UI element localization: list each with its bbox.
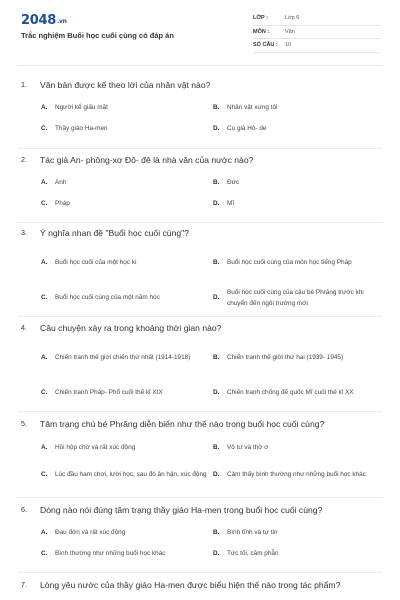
option-text: Chiến tranh chống đế quốc Mĩ cuối thế kỉ XX bbox=[227, 389, 354, 397]
option-c[interactable] bbox=[41, 194, 213, 215]
page-header bbox=[0, 0, 400, 60]
option-letter: C. bbox=[41, 550, 48, 558]
option-d[interactable] bbox=[213, 281, 381, 316]
meta-value: Lớp 6 bbox=[285, 15, 300, 22]
question-text: Lòng yêu nước của thầy giáo Ha-men được biểu hiện thế nào trong tác phẩm? bbox=[40, 580, 341, 590]
options-grid bbox=[41, 341, 381, 411]
option-a[interactable] bbox=[41, 437, 213, 459]
option-c[interactable] bbox=[41, 544, 213, 565]
option-letter: B. bbox=[213, 259, 220, 267]
question-separator bbox=[18, 572, 382, 573]
option-text: Buổi học cuối cùng của một năm học bbox=[55, 294, 160, 302]
question-stem bbox=[21, 80, 383, 90]
option-letter: A. bbox=[41, 179, 48, 187]
option-letter: C. bbox=[41, 294, 48, 302]
option-letter: A. bbox=[41, 104, 48, 112]
question-text: Ý nghĩa nhan đề "Buổi học cuối cùng"? bbox=[40, 228, 189, 238]
question-number: 4. bbox=[21, 323, 27, 332]
option-text: Nhân vật xưng tôi bbox=[227, 104, 278, 112]
option-letter: A. bbox=[41, 259, 48, 267]
option-d[interactable] bbox=[213, 194, 381, 215]
question-number: 1. bbox=[21, 80, 27, 89]
question-5 bbox=[21, 419, 383, 491]
question-number: 2. bbox=[21, 155, 27, 164]
meta-key: LỚP : bbox=[253, 15, 268, 22]
question-separator bbox=[18, 497, 382, 498]
option-text: Bình tĩnh và tự tin bbox=[227, 529, 278, 537]
question-separator bbox=[18, 222, 382, 223]
question-number: 5. bbox=[21, 419, 27, 428]
option-c[interactable] bbox=[41, 119, 213, 140]
option-letter: C. bbox=[41, 200, 48, 208]
options-grid bbox=[41, 523, 381, 565]
meta-row-count bbox=[253, 39, 380, 53]
option-d[interactable] bbox=[213, 376, 381, 411]
option-letter: A. bbox=[41, 354, 48, 362]
question-1 bbox=[21, 80, 383, 140]
option-text: Cụ già Hô- de bbox=[227, 125, 267, 133]
question-2 bbox=[21, 155, 383, 215]
question-3 bbox=[21, 228, 383, 316]
question-stem bbox=[21, 228, 383, 238]
option-letter: B. bbox=[213, 529, 220, 537]
option-c[interactable] bbox=[41, 281, 213, 316]
logo-suffix: .vn bbox=[56, 18, 67, 25]
meta-key: SỐ CÂU : bbox=[253, 42, 278, 49]
question-stem bbox=[21, 323, 383, 333]
question-6 bbox=[21, 505, 383, 565]
option-text: Lúc đầu ham chơi, lười học, sau đó ân hận, xúc động bbox=[55, 470, 207, 478]
meta-row-subject bbox=[253, 26, 380, 40]
option-letter: C. bbox=[41, 470, 48, 478]
question-7 bbox=[21, 580, 383, 590]
meta-key: MÔN : bbox=[253, 28, 270, 35]
option-letter: D. bbox=[213, 389, 220, 397]
option-b[interactable] bbox=[213, 246, 381, 281]
option-letter: D. bbox=[213, 550, 220, 558]
option-b[interactable] bbox=[213, 173, 381, 194]
option-text: Chiến tranh Pháp- Phổ cuối thế kỉ XIX bbox=[55, 389, 163, 397]
meta-row-grade bbox=[253, 12, 380, 26]
option-a[interactable] bbox=[41, 98, 213, 119]
meta-table bbox=[253, 12, 380, 53]
option-text: Cảm thấy bình thường như những buổi học khác bbox=[227, 470, 366, 478]
option-d[interactable] bbox=[213, 459, 381, 491]
options-grid bbox=[41, 246, 381, 316]
option-letter: D. bbox=[213, 200, 220, 208]
option-b[interactable] bbox=[213, 437, 381, 459]
question-4 bbox=[21, 323, 383, 411]
option-a[interactable] bbox=[41, 246, 213, 281]
options-grid bbox=[41, 437, 381, 491]
option-b[interactable] bbox=[213, 341, 381, 376]
meta-value: 10 bbox=[285, 42, 292, 49]
question-text: Văn bản được kể theo lời của nhân vật nào? bbox=[40, 80, 211, 90]
options-grid bbox=[41, 98, 381, 140]
logo-text: 2048 bbox=[21, 13, 56, 28]
option-text: Đau đớn và rất xúc động bbox=[55, 529, 126, 537]
option-letter: C. bbox=[41, 125, 48, 133]
option-text: Người kể giấu mặt bbox=[55, 104, 108, 112]
question-stem bbox=[21, 419, 383, 429]
question-stem bbox=[21, 155, 383, 165]
option-text: Pháp bbox=[55, 200, 70, 208]
question-number: 6. bbox=[21, 505, 27, 514]
option-letter: C. bbox=[41, 389, 48, 397]
options-grid bbox=[41, 173, 381, 215]
question-text: Tác giả An- phông-xơ Đô- đê là nhà văn của nước nào? bbox=[40, 155, 254, 165]
option-text: Buổi học cuối cùng của môn học tiếng Pháp bbox=[227, 259, 352, 267]
option-a[interactable] bbox=[41, 523, 213, 544]
option-text: Vô tư và thờ ơ bbox=[227, 443, 269, 451]
question-text: Tâm trạng chú bé Phrăng diễn biến như thế nào trong buổi học cuối cùng? bbox=[40, 419, 325, 429]
question-number: 3. bbox=[21, 228, 27, 237]
option-letter: B. bbox=[213, 104, 220, 112]
option-b[interactable] bbox=[213, 523, 381, 544]
question-separator bbox=[18, 148, 382, 149]
option-c[interactable] bbox=[41, 376, 213, 411]
option-a[interactable] bbox=[41, 341, 213, 376]
header-divider bbox=[18, 65, 382, 66]
option-letter: A. bbox=[41, 443, 48, 451]
option-text: Buổi học cuối cùng của cậu bé Phrăng trước khi chuyển đến ngôi trường mới bbox=[227, 288, 364, 307]
option-text: Tức tối, căm phẫn bbox=[227, 550, 279, 558]
option-text: Anh bbox=[55, 179, 67, 187]
option-d[interactable] bbox=[213, 119, 381, 140]
option-d[interactable] bbox=[213, 544, 381, 565]
option-text: Buổi học cuối của một học kì bbox=[55, 259, 137, 267]
option-text: Chiến tranh thế giới chiến thứ nhất (1914-1918) bbox=[55, 354, 191, 362]
page-title: Trắc nghiệm Buổi học cuối cùng có đáp án bbox=[21, 31, 174, 40]
meta-value: Văn bbox=[285, 28, 295, 35]
question-stem bbox=[21, 505, 383, 515]
option-a[interactable] bbox=[41, 173, 213, 194]
question-text: Dòng nào nói đúng tâm trạng thầy giáo Ha-men trong buổi học cuối cùng? bbox=[40, 505, 323, 515]
option-letter: D. bbox=[213, 125, 220, 133]
option-b[interactable] bbox=[213, 98, 381, 119]
option-text: Chiến tranh thế giới thứ hai (1939- 1945) bbox=[227, 354, 344, 362]
option-text: Đức bbox=[227, 179, 240, 187]
site-logo[interactable] bbox=[21, 13, 67, 28]
option-text: Bình thường như những buổi học khác bbox=[55, 550, 166, 558]
question-number: 7. bbox=[21, 580, 27, 589]
question-separator bbox=[18, 316, 382, 317]
question-stem bbox=[21, 580, 383, 590]
option-letter: D. bbox=[213, 294, 220, 302]
option-letter: D. bbox=[213, 470, 220, 478]
option-text: Hồi hộp chờ và rất xúc động bbox=[55, 443, 136, 451]
option-letter: B. bbox=[213, 179, 220, 187]
option-letter: B. bbox=[213, 443, 220, 451]
option-letter: A. bbox=[41, 529, 48, 537]
option-text: Thầy giáo Ha-men bbox=[55, 125, 108, 133]
option-text: Mĩ bbox=[227, 200, 235, 208]
question-separator bbox=[18, 411, 382, 412]
question-text: Câu chuyện xảy ra trong khoảng thời gian nào? bbox=[40, 323, 222, 333]
option-letter: B. bbox=[213, 354, 220, 362]
option-c[interactable] bbox=[41, 459, 213, 491]
